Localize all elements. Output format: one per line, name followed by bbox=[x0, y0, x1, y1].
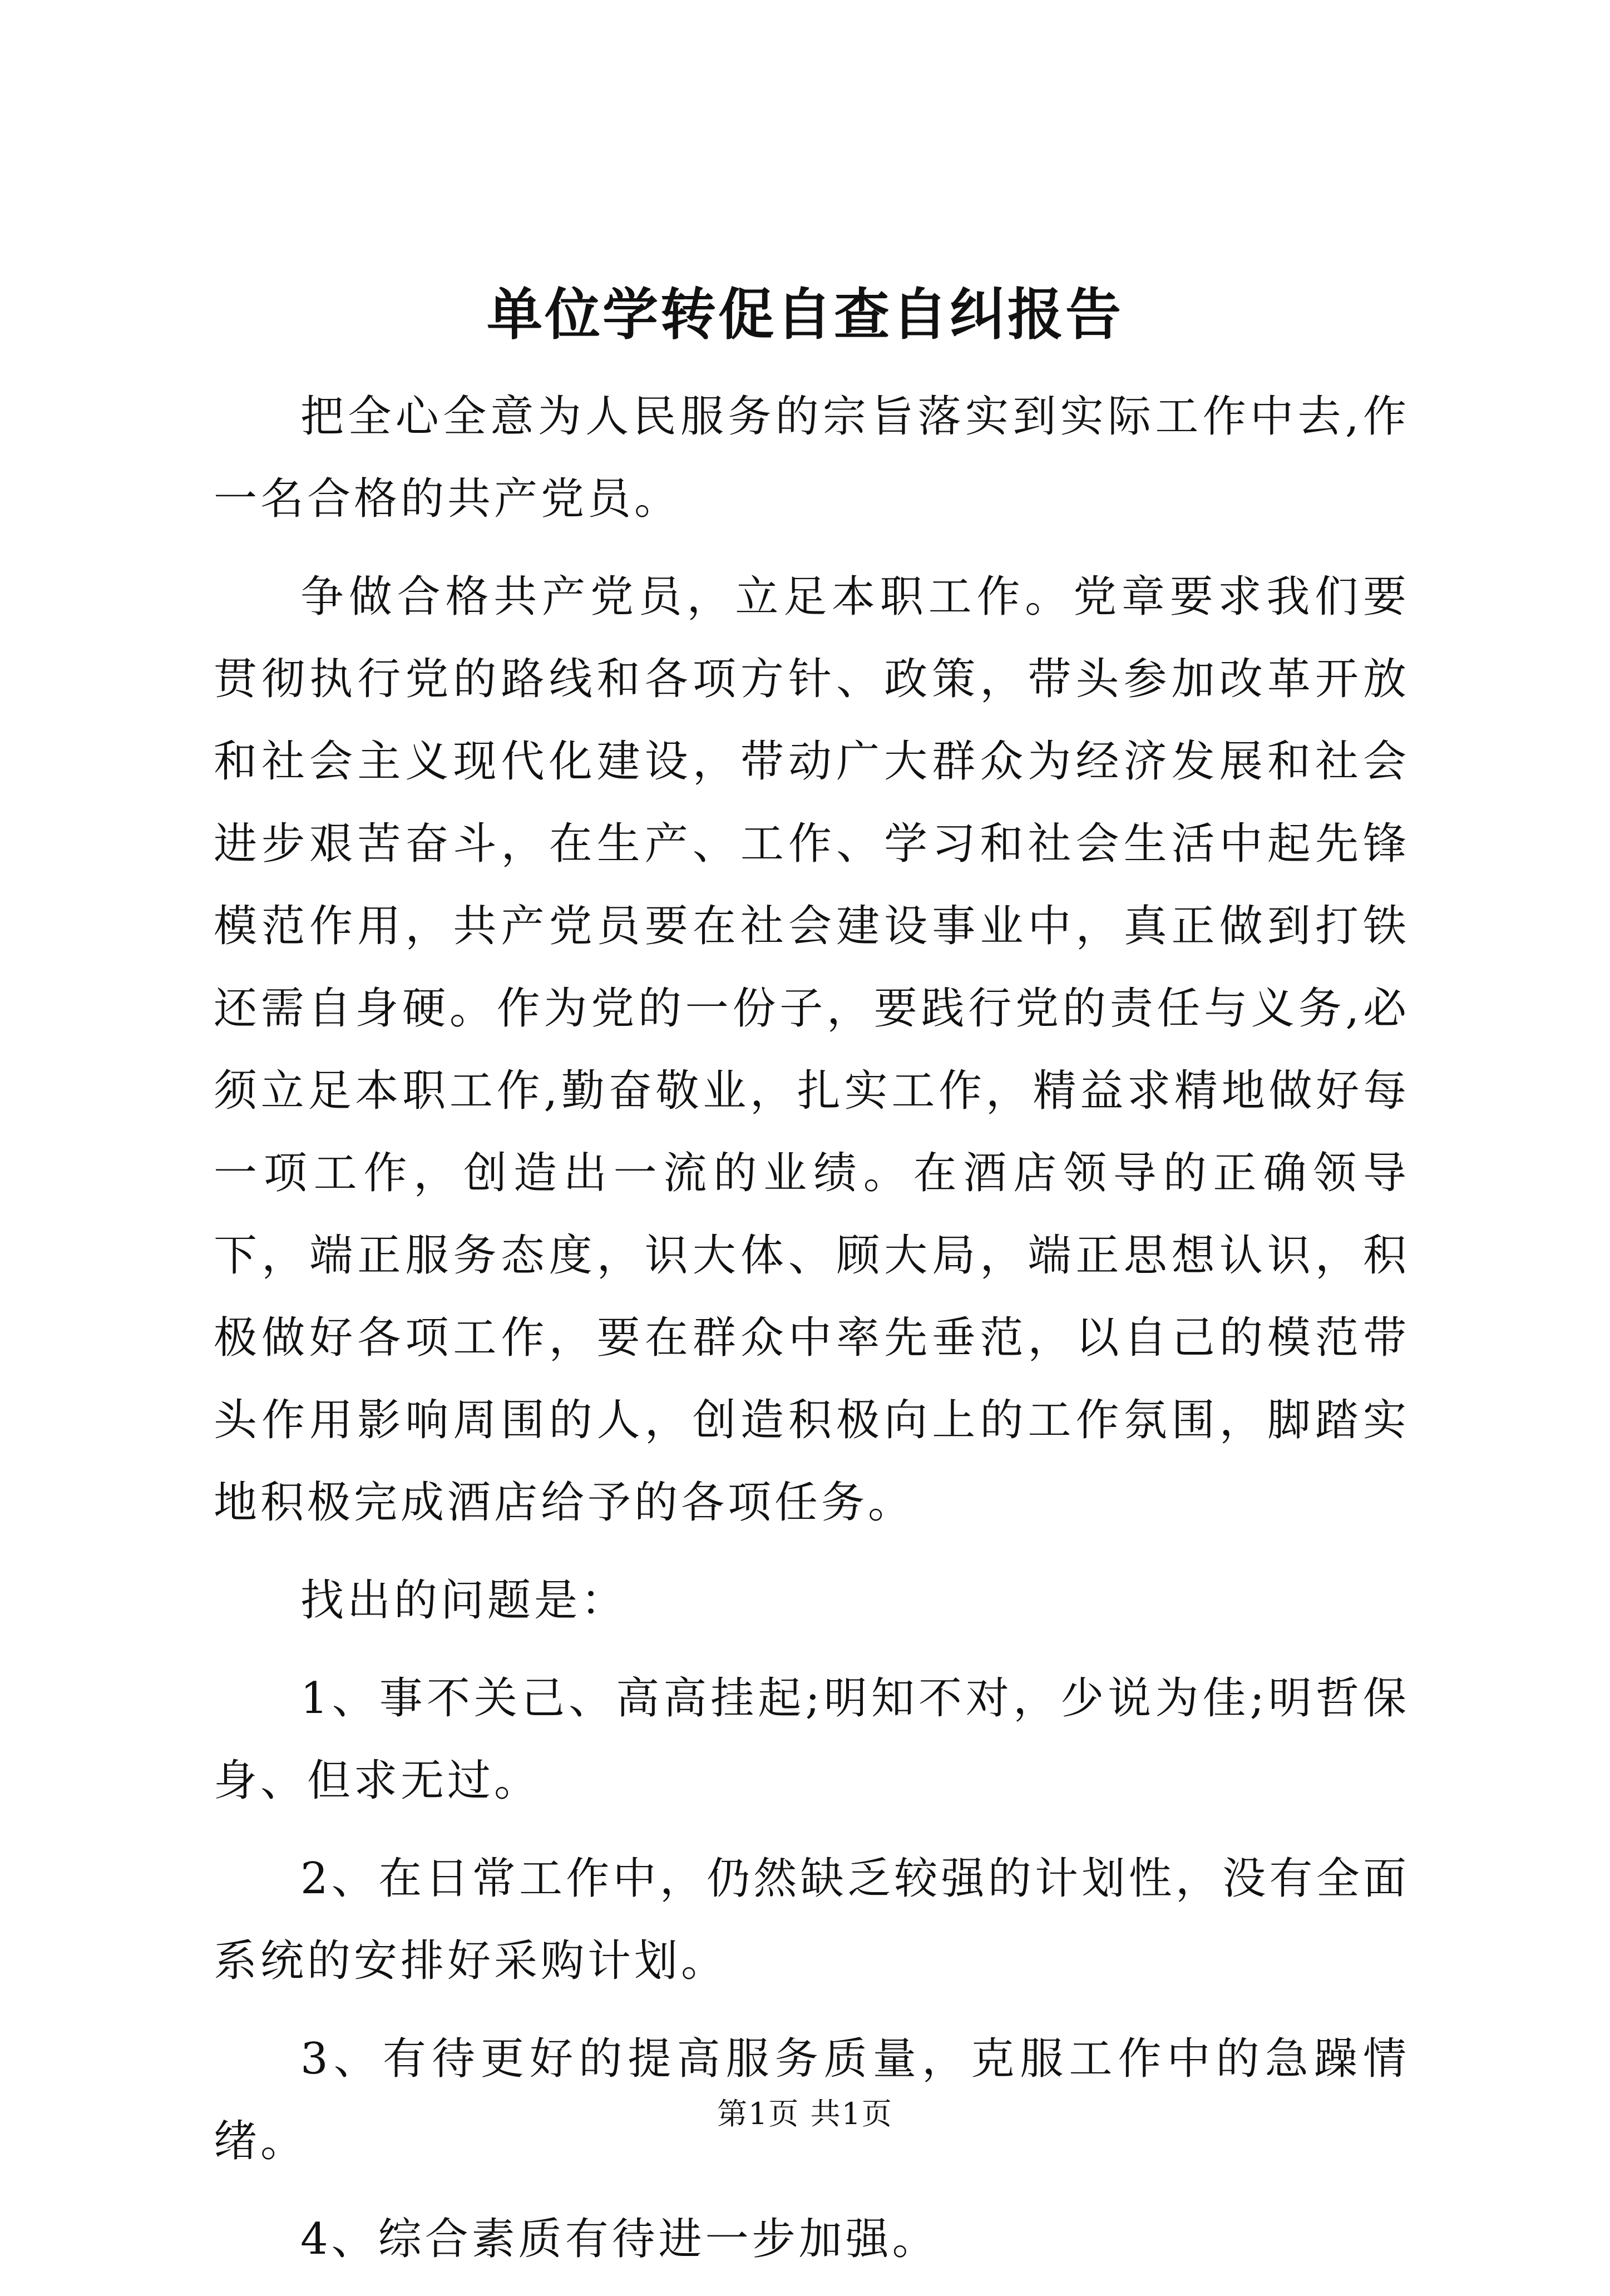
list-item-problem-1: 1、事不关己、高高挂起;明知不对，少说为佳;明哲保身、但求无过。 bbox=[214, 1673, 1410, 1806]
paragraph-problems-heading: 找出的问题是： bbox=[300, 1576, 628, 1626]
list-item-problem-3: 3、有待更好的提高服务质量，克服工作中的急躁情绪。 bbox=[214, 2034, 1410, 2166]
page-number-footer: 第1页 共1页 bbox=[717, 2096, 893, 2131]
list-item-problem-2: 2、在日常工作中，仍然缺乏较强的计划性，没有全面系统的安排好采购计划。 bbox=[214, 1854, 1410, 1986]
document-title: 单位学转促自查自纠报告 bbox=[487, 282, 1123, 347]
document-body bbox=[214, 376, 1410, 2296]
list-item-problem-4: 4、综合素质有待进一步加强。 bbox=[300, 2214, 939, 2264]
paragraph-main: 争做合格共产党员，立足本职工作。党章要求我们要贯彻执行党的路线和各项方针、政策，带头参加改革开放和社会主义现代化建设，带动广大群众为经济发展和社会进步艰苦奋斗，在生产、工作、学习和社会生活中起先锋模范作用，共产党员要在社会建设事业中，真正做到打铁还需自身硬。作为党的一份子，要践行党的责任与义务,必须立足本职工作,勤奋敬业，扎实工作，精益求精地做好每一项工作，创造出一流的业绩。在酒店领导的正确领导下，端正服务态度，识大体、顾大局，端正思想认识，积极做好各项工作，要在群众中率先垂范，以自己的模范带头作用影响周围的人，创造积极向上的工作氛围，脚踏实地积极完成酒店给予的各项任务。 bbox=[214, 572, 1410, 1528]
paragraph-intro: 把全心全意为人民服务的宗旨落实到实际工作中去,作一名合格的共产党员。 bbox=[214, 392, 1410, 524]
